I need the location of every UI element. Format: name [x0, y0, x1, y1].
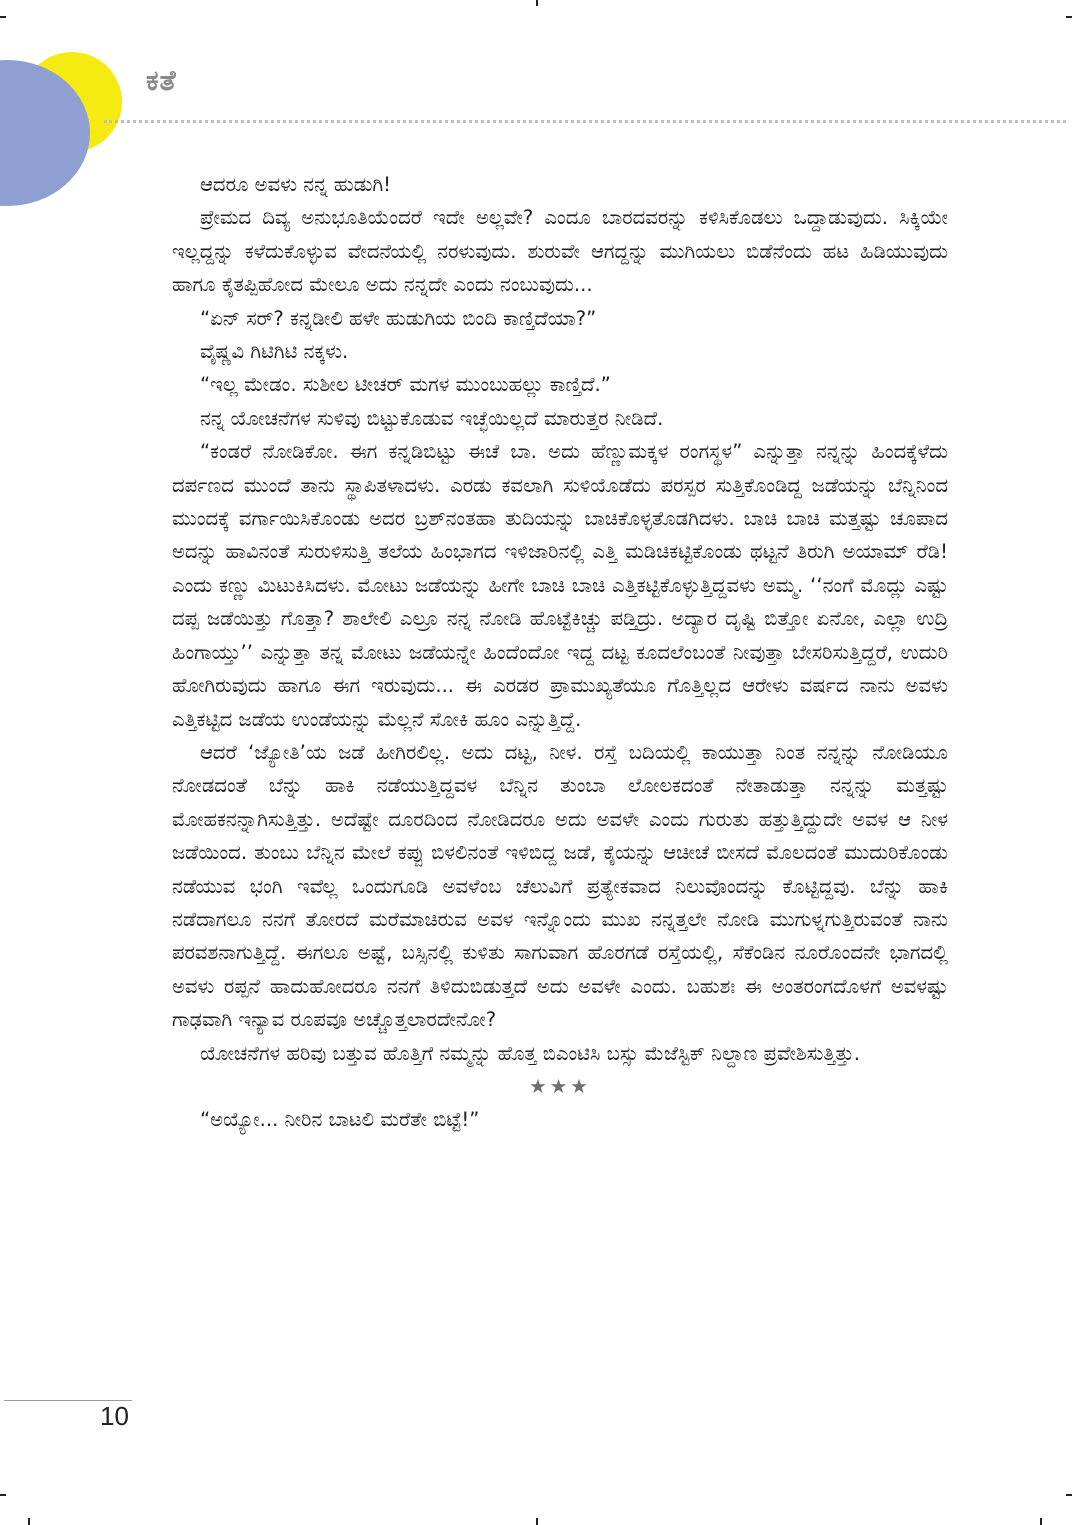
- story-paragraph: ಯೋಚನೆಗಳ ಹರಿವು ಬತ್ತುವ ಹೊತ್ತಿಗೆ ನಮ್ಮನ್ನು ಹೊತ್ತ ಬಿಎಂಟಿಸಿ ಬಸ್ಸು ಮೆಜೆಸ್ಟಿಕ್ ನಿಲ್ದಾಣ ಪ್ರವೇಶಿಸುತ್ತಿತ್ತು.: [200, 1041, 860, 1065]
- story-paragraph: ನನ್ನ ಯೋಚನೆಗಳ ಸುಳಿವು ಬಿಟ್ಟುಕೊಡುವ ಇಚ್ಛೆಯಿಲ್ಲದೆ ಮಾರುತ್ತರ ನೀಡಿದೆ.: [200, 406, 664, 430]
- crop-mark-top-left: [0, 16, 6, 18]
- story-paragraph: ಆದರೂ ಅವಳು ನನ್ನ ಹುಡುಗಿ!: [200, 173, 392, 196]
- closing-line: “ಅಯ್ಯೋ... ನೀರಿನ ಬಾಟಲಿ ಮರೆತೇ ಬಿಟ್ಟೆ!”: [200, 1108, 480, 1132]
- page-number: 10: [100, 1401, 129, 1431]
- crop-mark-top-right: [1066, 16, 1072, 18]
- story-paragraph: “ಏನ್ ಸರ್? ಕನ್ನಡೀಲಿ ಹಳೇ ಹುಡುಗಿಯ ಬಿಂದಿ ಕಾಣ್ತಿದೆಯಾ?”: [200, 306, 597, 330]
- crop-mark-bottom-right-horizontal: [1066, 1494, 1072, 1496]
- story-paragraph: ಆದರೆ ‘ಜ್ಯೋತಿ’ಯ ಜಡೆ ಹೀಗಿರಲಿಲ್ಲ. ಅದು ದಟ್ಟ, ನೀಳ. ರಸ್ತೆ ಬದಿಯಲ್ಲಿ ಕಾಯುತ್ತಾ ನಿಂತ ನನ್ನನ್ನು ನೋಡಿಯೂ ನೋಡದಂತೆ ಬೆನ್ನು ಹಾಕಿ ನಡೆಯುತ್ತಿದ್ದವಳ ಬೆನ್ನಿನ ತುಂಬಾ ಲೋಲಕದಂತೆ ನೇತಾಡುತ್ತಾ ನನ್ನನ್ನು ಮತ್ತಷ್ಟು ಮೋಹಕನನ್ನಾಗಿಸುತ್ತಿತ್ತು. ಅದೆಷ್ಟೇ ದೂರದಿಂದ ನೋಡಿದರೂ ಅದು ಅವಳೇ ಎಂದು ಗುರುತು ಹತ್ತುತ್ತಿದ್ದುದೇ ಅವಳ ಆ ನೀಳ ಜಡೆಯಿಂದ. ತುಂಬು ಬೆನ್ನಿನ ಮೇಲೆ ಕಪ್ಪು ಬಿಳಲಿನಂತೆ ಇಳಿಬಿದ್ದ ಜಡೆ, ಕೈಯನ್ನು ಆಚೀಚೆ ಬೀಸದೆ ಮೊಲದಂತೆ ಮುದುರಿಕೊಂಡು ನಡೆಯುವ ಭಂಗಿ ಇವೆಲ್ಲ ಒಂದುಗೂಡಿ ಅವಳೆಂಬ ಚೆಲುವಿಗೆ ಪ್ರತ್ಯೇಕವಾದ ನಿಲುವೊಂದನ್ನು ಕೊಟ್ಟಿದ್ದವು. ಬೆನ್ನು ಹಾಕಿ ನಡೆದಾಗಲೂ ನನಗೆ ತೋರದೆ ಮರೆಮಾಚಿರುವ ಅವಳ ಇನ್ನೊಂದು ಮುಖ ನನ್ನತ್ತಲೇ ನೋಡಿ ಮುಗುಳ್ನಗುತ್ತಿರುವಂತೆ ನಾನು ಪರವಶನಾಗುತ್ತಿದ್ದೆ. ಈಗಲೂ ಅಷ್ಟೆ, ಬಸ್ಸಿನಲ್ಲಿ ಕುಳಿತು ಸಾಗುವಾಗ ಹೊರಗಡೆ ರಸ್ತೆಯಲ್ಲಿ, ಸೆಕೆಂಡಿನ ನೂರೊಂದನೇ ಭಾಗದಲ್ಲಿ ಅವಳು ರಪ್ಪನೆ ಹಾದುಹೋದರೂ ನನಗೆ ತಿಳಿದುಬಿಡುತ್ತದೆ ಅದು ಅವಳೇ ಎಂದು. ಬಹುಶಃ ಈ ಅಂತರಂಗದೊಳಗೆ ಅವಳಷ್ಟು ಗಾಢವಾಗಿ ಇನ್ಯಾವ ರೂಪವೂ ಅಚ್ಚೊತ್ತಲಾರದೇನೋ?: [172, 740, 948, 1032]
- crop-mark-bottom-left: [0, 1494, 6, 1496]
- crop-mark-bottom-right: [1040, 1518, 1042, 1525]
- header-dotted-divider: [104, 120, 1066, 123]
- story-paragraph: ಪ್ರೇಮದ ದಿವ್ಯ ಅನುಭೂತಿಯೆಂದರೆ ಇದೇ ಅಲ್ಲವೇ? ಎಂದೂ ಬಾರದವರನ್ನು ಕಳಿಸಿಕೊಡಲು ಒದ್ದಾಡುವುದು. ಸಿಕ್ಕಿಯೇ ಇಲ್ಲದ್ದನ್ನು ಕಳೆದುಕೊಳ್ಳುವ ವೇದನೆಯಲ್ಲಿ ನರಳುವುದು. ಶುರುವೇ ಆಗದ್ದನ್ನು ಮುಗಿಯಲು ಬಿಡೆನೆಂದು ಹಟ ಹಿಡಿಯುವುದು ಹಾಗೂ ಕೈತಪ್ಪಿಹೋದ ಮೇಲೂ ಅದು ನನ್ನದೇ ಎಂದು ನಂಬುವುದು...: [172, 206, 948, 297]
- story-paragraph: “ಇಲ್ಲ ಮೇಡಂ. ಸುಶೀಲ ಟೀಚರ್ ಮಗಳ ಮುಂಬುಹಲ್ಲು ಕಾಣ್ತಿದೆ.”: [200, 373, 611, 397]
- story-body: [172, 168, 948, 1137]
- crop-mark-top-center: [536, 0, 538, 6]
- story-paragraph: ವೈಷ್ಣವಿ ಗಿಟಿಗಿಟಿ ನಕ್ಕಳು.: [200, 340, 349, 364]
- crop-mark-bottom-left-vertical: [28, 1518, 30, 1525]
- crop-mark-bottom-center: [536, 1518, 538, 1525]
- section-break-stars: ★★★: [529, 1074, 591, 1098]
- story-paragraph: “ಕಂಡರೆ ನೋಡಿಕೋ. ಈಗ ಕನ್ನಡಿಬಿಟ್ಟು ಈಚೆ ಬಾ. ಅದು ಹೆಣ್ಣುಮಕ್ಕಳ ರಂಗಸ್ಥಳ” ಎನ್ನುತ್ತಾ ನನ್ನನ್ನು ಹಿಂದಕ್ಕೆಳೆದು ದರ್ಪಣದ ಮುಂದೆ ತಾನು ಸ್ಥಾಪಿತಳಾದಳು. ಎರಡು ಕವಲಾಗಿ ಸುಳಿಯೊಡೆದು ಪರಸ್ಪರ ಸುತ್ತಿಕೊಂಡಿದ್ದ ಜಡೆಯನ್ನು ಬೆನ್ನಿನಿಂದ ಮುಂದಕ್ಕೆ ವರ್ಗಾಯಿಸಿಕೊಂಡು ಅದರ ಬ್ರಶ್‌ನಂತಹಾ ತುದಿಯನ್ನು ಬಾಚಿಕೊಳ್ಳತೊಡಗಿದಳು. ಬಾಚಿ ಬಾಚಿ ಮತ್ತಷ್ಟು ಚೂಪಾದ ಅದನ್ನು ಹಾವಿನಂತೆ ಸುರುಳಿಸುತ್ತಿ ತಲೆಯ ಹಿಂಭಾಗದ ಇಳಿಜಾರಿನಲ್ಲಿ ಎತ್ತಿ ಮಡಿಚಿಕಟ್ಟಿಕೊಂಡು ಥಟ್ಟನೆ ತಿರುಗಿ ಅಯಾಮ್ ರೆಡಿ! ಎಂದು ಕಣ್ಣು ಮಿಟುಕಿಸಿದಳು. ಮೋಟು ಜಡೆಯನ್ನು ಹೀಗೇ ಬಾಚಿ ಬಾಚಿ ಎತ್ತಿಕಟ್ಟಿಕೊಳ್ಳುತ್ತಿದ್ದವಳು ಅಮ್ಮ. ‘‘ನಂಗೆ ಮೊದ್ಲು ಎಷ್ಟು ದಪ್ಪ ಜಡೆಯಿತ್ತು ಗೊತ್ತಾ? ಶಾಲೇಲಿ ಎಲ್ರೂ ನನ್ನ ನೋಡಿ ಹೊಟ್ಟೆಕಿಚ್ಚು ಪಡ್ತಿದ್ರು. ಅದ್ಯಾರ ದೃಷ್ಟಿ ಬಿತ್ತೋ ಏನೋ, ಎಲ್ಲಾ ಉದ್ರಿ ಹಿಂಗಾಯ್ತು’’ ಎನ್ನುತ್ತಾ ತನ್ನ ಮೋಟು ಜಡೆಯನ್ನೇ ಹಿಂದೆಂದೋ ಇದ್ದ ದಟ್ಟ ಕೂದಲೆಂಬಂತೆ ನೀವುತ್ತಾ ಬೇಸರಿಸುತ್ತಿದ್ದರೆ, ಉದುರಿ ಹೋಗಿರುವುದು ಹಾಗೂ ಈಗ ಇರುವುದು... ಈ ಎರಡರ ಪ್ರಾಮುಖ್ಯತೆಯೂ ಗೊತ್ತಿಲ್ಲದ ಆರೇಳು ವರ್ಷದ ನಾನು ಅವಳು ಎತ್ತಿಕಟ್ಟಿದ ಜಡೆಯ ಉಂಡೆಯನ್ನು ಮೆಲ್ಲನೆ ಸೋಕಿ ಹೂಂ ಎನ್ನುತ್ತಿದ್ದೆ.: [172, 440, 948, 731]
- section-title: ಕತೆ: [146, 64, 177, 97]
